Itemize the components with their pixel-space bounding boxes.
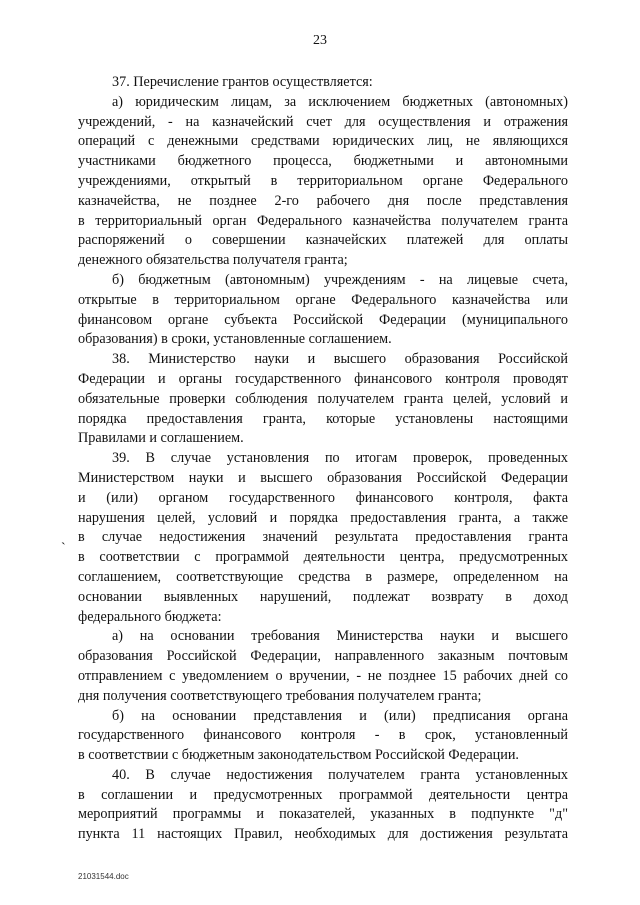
text-line: соглашением, соответствующие средства в размере, определенном на [78,568,568,585]
text-line: распоряжений о совершении казначейских платежей для оплаты [78,232,568,249]
text-line: государственного финансового контроля - в срок, установленный [78,727,568,744]
text-line: дня получения соответствующего требования получателем гранта; [78,687,482,704]
text-line: основании выявленных нарушений, подлежат возврату в доход [78,588,568,605]
text-line: обязательные проверки соблюдения получателем гранта целей, условий и [78,390,568,407]
text-line: образования Российской Федерации, направленного заказным почтовым [78,648,568,665]
text-line: отправлением с уведомлением о вручении, - не позднее 15 рабочих дней со [78,667,568,684]
text-line: в соглашении и предусмотренных программой деятельности центра [78,786,568,803]
text-line: 37. Перечисление грантов осуществляется: [112,74,373,90]
document-body [78,73,568,845]
page-number: 23 [313,33,327,48]
text-line: финансовом органе субъекта Российской Федерации (муниципального [78,311,568,328]
text-line: учреждений, - на казначейский счет для осуществления и отражения [78,113,568,130]
text-line: б) на основании представления и (или) предписания органа [112,707,568,724]
text-line: в соответствии с бюджетным законодательством Российской Федерации. [78,747,519,764]
text-line: и (или) органом государственного финансового контроля, факта [78,489,568,506]
text-line: 39. В случае установления по итогам проверок, проведенных [112,450,568,467]
margin-mark: ` [61,541,66,556]
text-line: федерального бюджета: [78,608,222,625]
text-line: операций с денежными средствами юридических лиц, не являющихся [78,133,568,150]
text-line: участниками бюджетного процесса, бюджетными и автономными [78,153,568,170]
text-line: 40. В случае недостижения получателем гранта установленных [112,766,568,783]
text-line: а) на основании требования Министерства науки и высшего [112,628,568,645]
text-line: 38. Министерство науки и высшего образования Российской [112,351,568,368]
text-line: в соответствии с программой деятельности центра, предусмотренных [78,549,568,566]
text-line: нарушения целей, условий и порядка предоставления гранта, а также [78,509,568,526]
text-line: открытые в территориальном органе Федерального казначейства или [78,291,568,308]
text-line: Министерством науки и высшего образования Российской Федерации [78,469,568,486]
text-line: денежного обязательства получателя гранта; [78,252,348,269]
text-line: в случае недостижения значений результата предоставления гранта [78,529,568,546]
text-line: б) бюджетным (автономным) учреждениям - на лицевые счета, [112,271,568,288]
text-line: казначейства, не позднее 2-го рабочего дня после представления [78,192,568,209]
text-line: мероприятий программы и показателей, указанных в подпункте "д" [78,806,568,823]
text-line: пункта 11 настоящих Правил, необходимых для достижения результата [78,826,568,843]
text-line: в территориальный орган Федерального казначейства получателем гранта [78,212,568,229]
file-name-footer: 21031544.doc [78,872,129,881]
text-line: порядка предоставления гранта, которые установлены настоящими [78,410,568,427]
text-line: учреждениями, открытый в территориальном органе Федерального [78,172,568,189]
text-line: Правилами и соглашением. [78,430,244,447]
text-line: Федерации и органы государственного финансового контроля проводят [78,370,568,387]
text-line: а) юридическим лицам, за исключением бюджетных (автономных) [112,93,568,110]
text-line: образования) в сроки, установленные соглашением. [78,331,392,348]
